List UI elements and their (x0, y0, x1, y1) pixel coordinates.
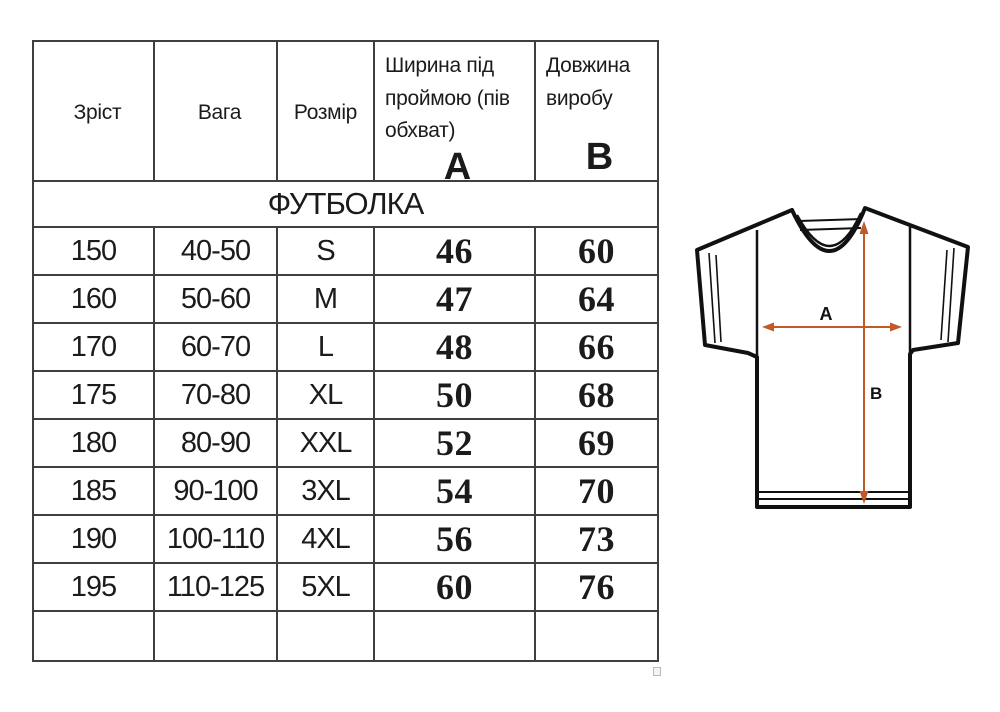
cell-width-a: 56 (374, 515, 535, 563)
cell-size: XXL (277, 419, 374, 467)
cell-width-a: 46 (374, 227, 535, 275)
cell-height: 190 (33, 515, 154, 563)
tshirt-icon (685, 196, 977, 518)
cell-size: S (277, 227, 374, 275)
table-row (33, 227, 658, 275)
cell-height: 175 (33, 371, 154, 419)
letter-b: B (585, 136, 614, 179)
cell-weight: 110-125 (154, 563, 277, 611)
header-height: Зріст (33, 41, 154, 181)
cell-height: 180 (33, 419, 154, 467)
cell-width-a: 47 (374, 275, 535, 323)
cell-size: XL (277, 371, 374, 419)
header-length-label: Довжина виробу (546, 54, 631, 110)
cell-width-a: 60 (374, 563, 535, 611)
table-row (33, 563, 658, 611)
cell-length-b: 73 (535, 515, 658, 563)
cell-size: 3XL (277, 467, 374, 515)
cell-width-a: 54 (374, 467, 535, 515)
title-row (33, 181, 658, 227)
empty-row (33, 611, 658, 661)
header-length-b (535, 41, 658, 181)
cell-weight: 60-70 (154, 323, 277, 371)
cell-width-a: 48 (374, 323, 535, 371)
cell-size: 4XL (277, 515, 374, 563)
cell-width-a: 52 (374, 419, 535, 467)
empty-cell (374, 611, 535, 661)
measurement-label-b: B (870, 384, 883, 403)
table-row (33, 323, 658, 371)
cell-height: 195 (33, 563, 154, 611)
tshirt-measurement-diagram (685, 196, 977, 518)
cell-length-b: 60 (535, 227, 658, 275)
table-row (33, 371, 658, 419)
table-row (33, 419, 658, 467)
cell-size: 5XL (277, 563, 374, 611)
header-row (33, 41, 658, 181)
header-width-a (374, 41, 535, 181)
size-table (32, 40, 659, 662)
cell-length-b: 69 (535, 419, 658, 467)
header-weight: Вага (154, 41, 277, 181)
table-title: ФУТБОЛКА (33, 181, 658, 227)
cell-height: 160 (33, 275, 154, 323)
table-row (33, 467, 658, 515)
cell-length-b: 68 (535, 371, 658, 419)
cell-length-b: 76 (535, 563, 658, 611)
empty-cell (154, 611, 277, 661)
cell-weight: 40-50 (154, 227, 277, 275)
cell-weight: 70-80 (154, 371, 277, 419)
cell-width-a: 50 (374, 371, 535, 419)
table-row (33, 275, 658, 323)
header-width-label: Ширина під проймою (пів обхват) (385, 54, 510, 143)
cell-height: 150 (33, 227, 154, 275)
cell-length-b: 70 (535, 467, 658, 515)
cell-height: 170 (33, 323, 154, 371)
cell-weight: 50-60 (154, 275, 277, 323)
tshirt-outline (697, 208, 968, 507)
cell-height: 185 (33, 467, 154, 515)
letter-a: A (443, 145, 472, 181)
empty-cell (535, 611, 658, 661)
resize-handle-artifact (653, 667, 661, 676)
empty-cell (277, 611, 374, 661)
cell-size: L (277, 323, 374, 371)
cell-length-b: 66 (535, 323, 658, 371)
table-row (33, 515, 658, 563)
cell-weight: 80-90 (154, 419, 277, 467)
cell-length-b: 64 (535, 275, 658, 323)
cell-weight: 100-110 (154, 515, 277, 563)
measurement-label-a: A (819, 304, 833, 324)
cell-size: M (277, 275, 374, 323)
cell-weight: 90-100 (154, 467, 277, 515)
empty-cell (33, 611, 154, 661)
header-size: Розмір (277, 41, 374, 181)
